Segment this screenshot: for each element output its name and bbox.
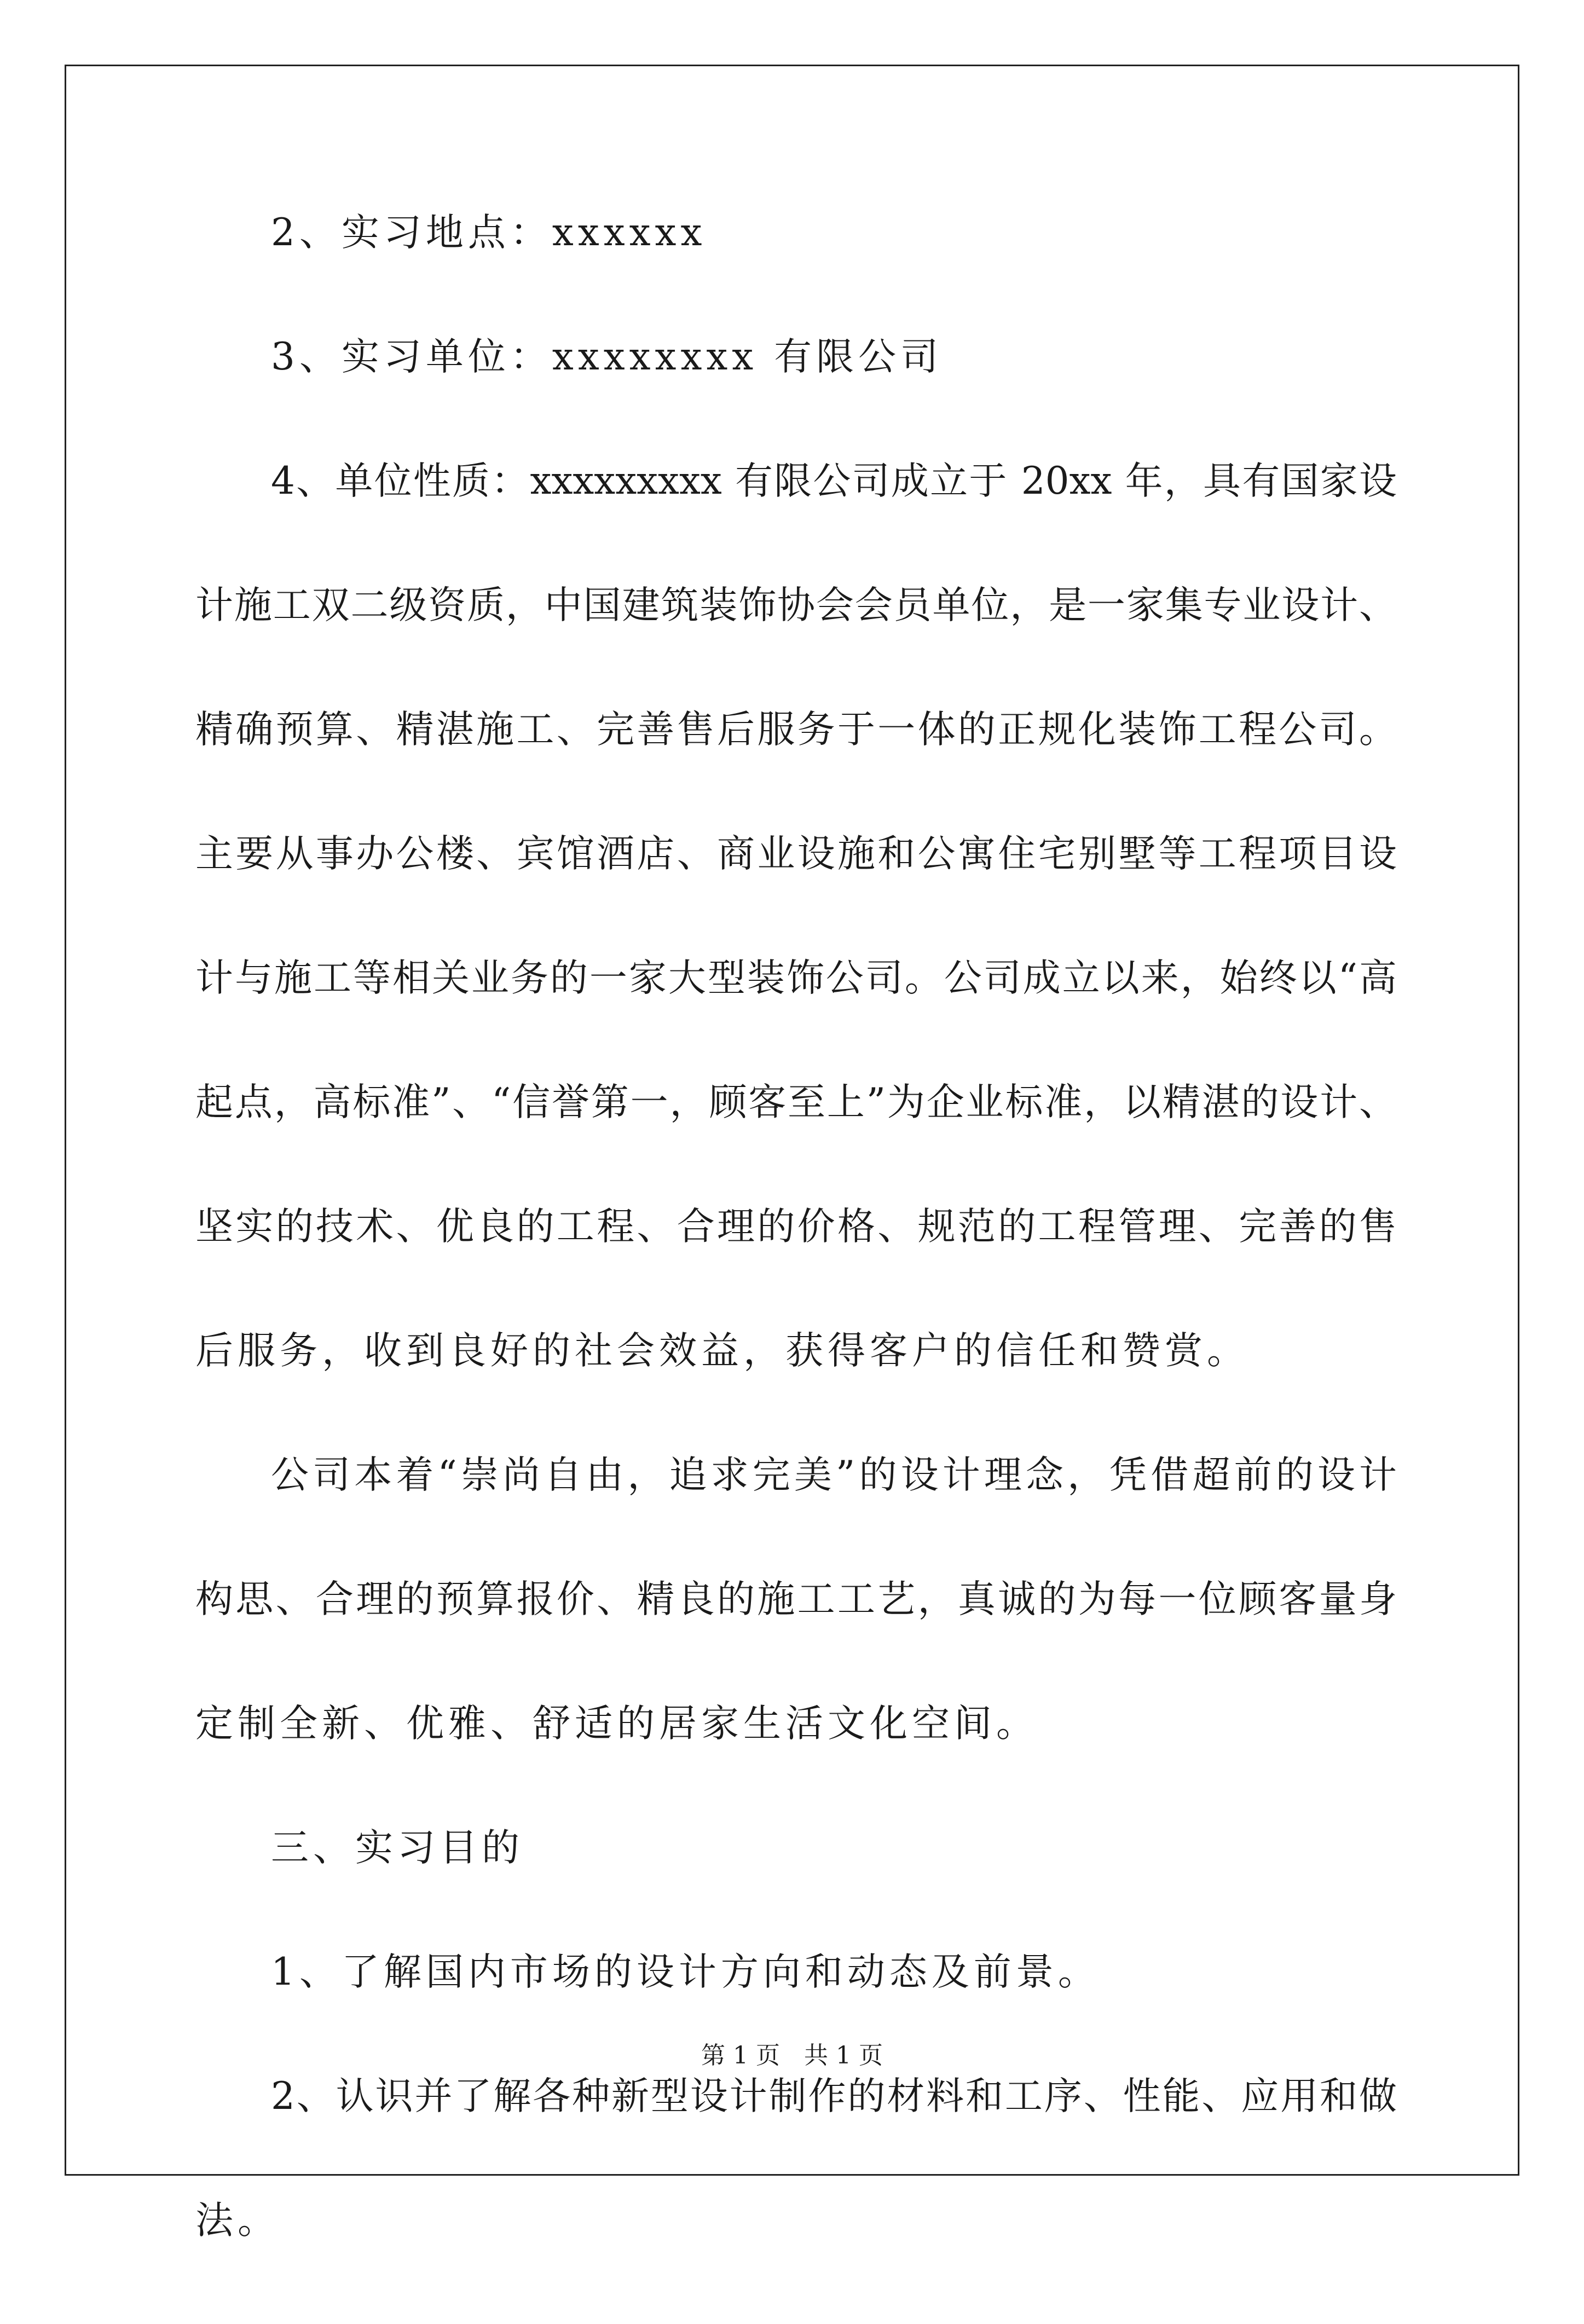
text-line: 起点，高标准”、“信誉第一，顾客至上”为企业标准，以精湛的设计、	[195, 1080, 1397, 1124]
section-heading-internship-purpose	[195, 1827, 1397, 1869]
text-line: 4、单位性质：xxxxxxxxx 有限公司成立于 20xx 年，具有国家设	[271, 459, 1397, 503]
text-line: 主要从事办公楼、宾馆酒店、商业设施和公寓住宅别墅等工程项目设	[195, 832, 1397, 876]
text-line: 计与施工等相关业务的一家大型装饰公司。公司成立以来，始终以“高	[195, 956, 1397, 1000]
text-line: 3、实习单位：xxxxxxxx 有限公司	[271, 335, 943, 379]
text-line: 构思、合理的预算报价、精良的施工工艺，真诚的为每一位顾客量身	[195, 1577, 1397, 1621]
text-line: 精确预算、精湛施工、完善售后服务于一体的正规化装饰工程公司。	[195, 708, 1397, 751]
text-line: 2、实习地点：xxxxxx	[271, 211, 707, 255]
text-line: 计施工双二级资质，中国建筑装饰协会会员单位，是一家集专业设计、	[195, 583, 1397, 627]
paragraph-company-philosophy	[195, 1454, 1397, 1744]
text-line: 坚实的技术、优良的工程、合理的价格、规范的工程管理、完善的售	[195, 1205, 1397, 1248]
text-line: 后服务，收到良好的社会效益，获得客户的信任和赞赏。	[195, 1329, 1249, 1373]
text-line: 公司本着“崇尚自由，追求完美”的设计理念，凭借超前的设计	[271, 1453, 1397, 1497]
page-number-footer: 第 1 页 共 1 页	[701, 2042, 883, 2069]
paragraph-unit-nature	[195, 460, 1397, 1372]
text-line: 定制全新、优雅、舒适的居家生活文化空间。	[195, 1702, 1038, 1745]
paragraph-purpose-2	[195, 2076, 1397, 2241]
paragraph-unit	[195, 336, 1397, 378]
text-line: 1、了解国内市场的设计方向和动态及前景。	[271, 1950, 1100, 1994]
section-heading: 三、实习目的	[271, 1826, 524, 1870]
text-line: 2、认识并了解各种新型设计制作的材料和工序、性能、应用和做	[271, 2074, 1397, 2118]
document-body	[195, 212, 1397, 2324]
paragraph-purpose-1	[195, 1951, 1397, 1993]
text-line: 法。	[195, 2199, 280, 2242]
paragraph-location	[195, 212, 1397, 253]
